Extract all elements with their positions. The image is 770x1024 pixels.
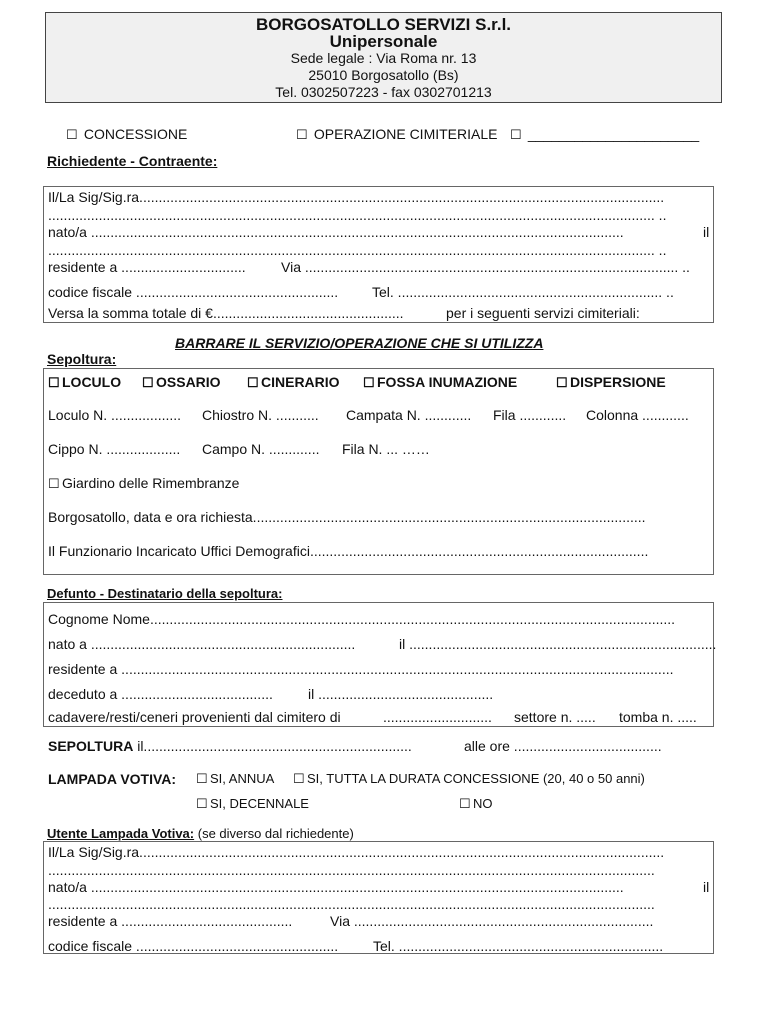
sepoltura-il-dots[interactable]: il..................................................................... <box>133 738 412 754</box>
lampada-votiva-label <box>48 771 176 787</box>
option-ossario-label: OSSARIO <box>156 374 221 390</box>
fila-field[interactable]: Fila ............ <box>493 407 567 423</box>
utente-name-field[interactable]: Il/La Sig/Sig.ra....................................................................................................................................... <box>48 844 665 860</box>
richiedente-nato-field[interactable]: nato/a ......................................................................................................................................... <box>48 224 624 240</box>
checkbox-icon[interactable]: ☐ <box>66 127 78 142</box>
checkbox-icon[interactable]: ☐ <box>510 127 522 142</box>
option-lampada-tutta[interactable] <box>293 771 645 787</box>
option-cinerario-label: CINERARIO <box>261 374 340 390</box>
option-fossa-label: FOSSA INUMAZIONE <box>377 374 518 390</box>
option-lampada-decennale[interactable] <box>196 796 309 812</box>
utente-residente-field[interactable]: residente a ............................................ <box>48 913 293 929</box>
company-subtitle: Unipersonale <box>329 32 438 51</box>
checkbox-icon[interactable]: ☐ <box>293 771 305 786</box>
defunto-cimitero-field[interactable]: ............................ <box>383 709 492 725</box>
defunto-tomba-field[interactable]: tomba n. ..... <box>619 709 697 725</box>
option-other-field[interactable]: ______________________ <box>527 126 700 142</box>
utente-nato-field[interactable]: nato/a ......................................................................................................................................... <box>48 879 624 895</box>
option-tutta-label: SI, TUTTA LA DURATA CONCESSIONE (20, 40 o 50 anni) <box>307 771 645 786</box>
campo-field[interactable]: Campo N. ............. <box>202 441 320 457</box>
utente-via-field[interactable]: Via ............................................................................. <box>330 913 654 929</box>
richiedente-servizi-label: per i seguenti servizi cimiteriali: <box>446 305 640 321</box>
sepoltura-data-field[interactable] <box>48 738 412 754</box>
defunto-nato-il-field[interactable]: il ............................................................................... <box>399 636 717 652</box>
cippo-field[interactable]: Cippo N. ................... <box>48 441 181 457</box>
utente-il-label: il <box>703 879 710 895</box>
colonna-field[interactable]: Colonna ............ <box>586 407 689 423</box>
campata-field[interactable]: Campata N. ............ <box>346 407 472 423</box>
option-operazione[interactable] <box>296 126 497 143</box>
richiedente-il-label: il <box>703 224 710 240</box>
option-giardino[interactable] <box>48 475 239 492</box>
richiedente-codice-fiscale-field[interactable]: codice fiscale .................................................... <box>48 284 339 300</box>
option-concessione-label: CONCESSIONE <box>83 126 188 142</box>
checkbox-icon[interactable]: ☐ <box>459 796 471 811</box>
defunto-deceduto-il-field[interactable]: il ............................................. <box>308 686 494 702</box>
utente-title: Utente Lampada Votiva: <box>47 826 195 841</box>
utente-heading <box>47 826 354 841</box>
richiedente-tel-field[interactable]: Tel. .................................................................... .. <box>372 284 674 300</box>
option-other[interactable] <box>510 126 699 143</box>
loculo-field[interactable]: Loculo N. .................. <box>48 407 182 423</box>
option-lampada-no[interactable] <box>459 796 493 812</box>
sepoltura-ore-field[interactable]: alle ore ...................................... <box>464 738 662 754</box>
lampada-label-text: LAMPADA VOTIVA <box>48 771 172 787</box>
company-header <box>45 12 722 103</box>
option-fossa-inumazione[interactable] <box>363 374 517 391</box>
defunto-nato-field[interactable]: nato a .................................................................... <box>48 636 356 652</box>
checkbox-icon[interactable]: ☐ <box>296 127 308 142</box>
defunto-title: Defunto - Destinatario della sepoltura: <box>47 586 283 601</box>
utente-tel-field[interactable]: Tel. .................................................................... <box>373 938 664 954</box>
barrare-instruction: BARRARE IL SERVIZIO/OPERAZIONE CHE SI UTILIZZA <box>175 335 544 351</box>
checkbox-icon[interactable]: ☐ <box>142 375 154 390</box>
option-dispersione[interactable] <box>556 374 666 391</box>
option-dispersione-label: DISPERSIONE <box>570 374 666 390</box>
defunto-nome-field[interactable]: Cognome Nome....................................................................................................................................... <box>48 611 676 627</box>
option-concessione[interactable] <box>66 126 187 143</box>
richiedente-somma-field[interactable]: Versa la somma totale di €................................................. <box>48 305 404 321</box>
richiedente-name-field-cont[interactable]: ............................................................................................................................................................ .. <box>48 207 667 223</box>
checkbox-icon[interactable]: ☐ <box>556 375 568 390</box>
richiedente-il-field[interactable]: ............................................................................................................................................................ .. <box>48 242 667 258</box>
option-decennale-label: SI, DECENNALE <box>210 796 309 811</box>
option-operazione-label: OPERAZIONE CIMITERIALE <box>313 126 498 142</box>
utente-codice-fiscale-field[interactable]: codice fiscale .................................................... <box>48 938 339 954</box>
lampada-label-colon: : <box>171 771 177 787</box>
company-phone: Tel. 0302507223 - fax 0302701213 <box>275 84 492 100</box>
utente-il-field[interactable]: ............................................................................................................................................................ <box>48 896 655 912</box>
option-annua-label: SI, ANNUA <box>210 771 275 786</box>
sepoltura-title: Sepoltura: <box>47 351 117 367</box>
option-ossario[interactable] <box>142 374 221 391</box>
checkbox-icon[interactable]: ☐ <box>48 476 60 491</box>
company-city: 25010 Borgosatollo (Bs) <box>308 67 459 83</box>
option-no-label: NO <box>473 796 493 811</box>
checkbox-icon[interactable]: ☐ <box>247 375 259 390</box>
defunto-settore-field[interactable]: settore n. ..... <box>514 709 596 725</box>
option-loculo-label: LOCULO <box>62 374 122 390</box>
checkbox-icon[interactable]: ☐ <box>196 771 208 786</box>
richiedente-title: Richiedente - Contraente: <box>47 153 218 169</box>
option-loculo[interactable] <box>48 374 121 391</box>
company-name: BORGOSATOLLO SERVIZI S.r.l. <box>255 15 512 34</box>
utente-name-field-cont[interactable]: ............................................................................................................................................................ <box>48 862 655 878</box>
data-ora-field[interactable]: Borgosatollo, data e ora richiesta..................................................................................................... <box>48 509 646 525</box>
funzionario-field[interactable]: Il Funzionario Incaricato Uffici Demografici....................................................................................... <box>48 543 649 559</box>
defunto-residente-field[interactable]: residente a .............................................................................................................................................. <box>48 661 674 677</box>
richiedente-name-field[interactable]: Il/La Sig/Sig.ra....................................................................................................................................... <box>48 189 665 205</box>
option-cinerario[interactable] <box>247 374 340 391</box>
sepoltura-label: SEPOLTURA <box>48 738 134 754</box>
option-lampada-annua[interactable] <box>196 771 274 787</box>
richiedente-via-field[interactable]: Via ................................................................................................ .. <box>281 259 690 275</box>
chiostro-field[interactable]: Chiostro N. ........... <box>202 407 319 423</box>
checkbox-icon[interactable]: ☐ <box>48 375 60 390</box>
defunto-deceduto-field[interactable]: deceduto a ....................................... <box>48 686 273 702</box>
checkbox-icon[interactable]: ☐ <box>196 796 208 811</box>
utente-subtitle: (se diverso dal richiedente) <box>194 826 354 841</box>
option-giardino-label: Giardino delle Rimembranze <box>62 475 240 491</box>
richiedente-residente-field[interactable]: residente a ................................ <box>48 259 246 275</box>
checkbox-icon[interactable]: ☐ <box>363 375 375 390</box>
fila-n-field[interactable]: Fila N. ... …… <box>342 441 430 457</box>
defunto-provenienza-label: cadavere/resti/ceneri provenienti dal cimitero di <box>48 709 341 725</box>
company-address: Sede legale : Via Roma nr. 13 <box>290 50 477 66</box>
